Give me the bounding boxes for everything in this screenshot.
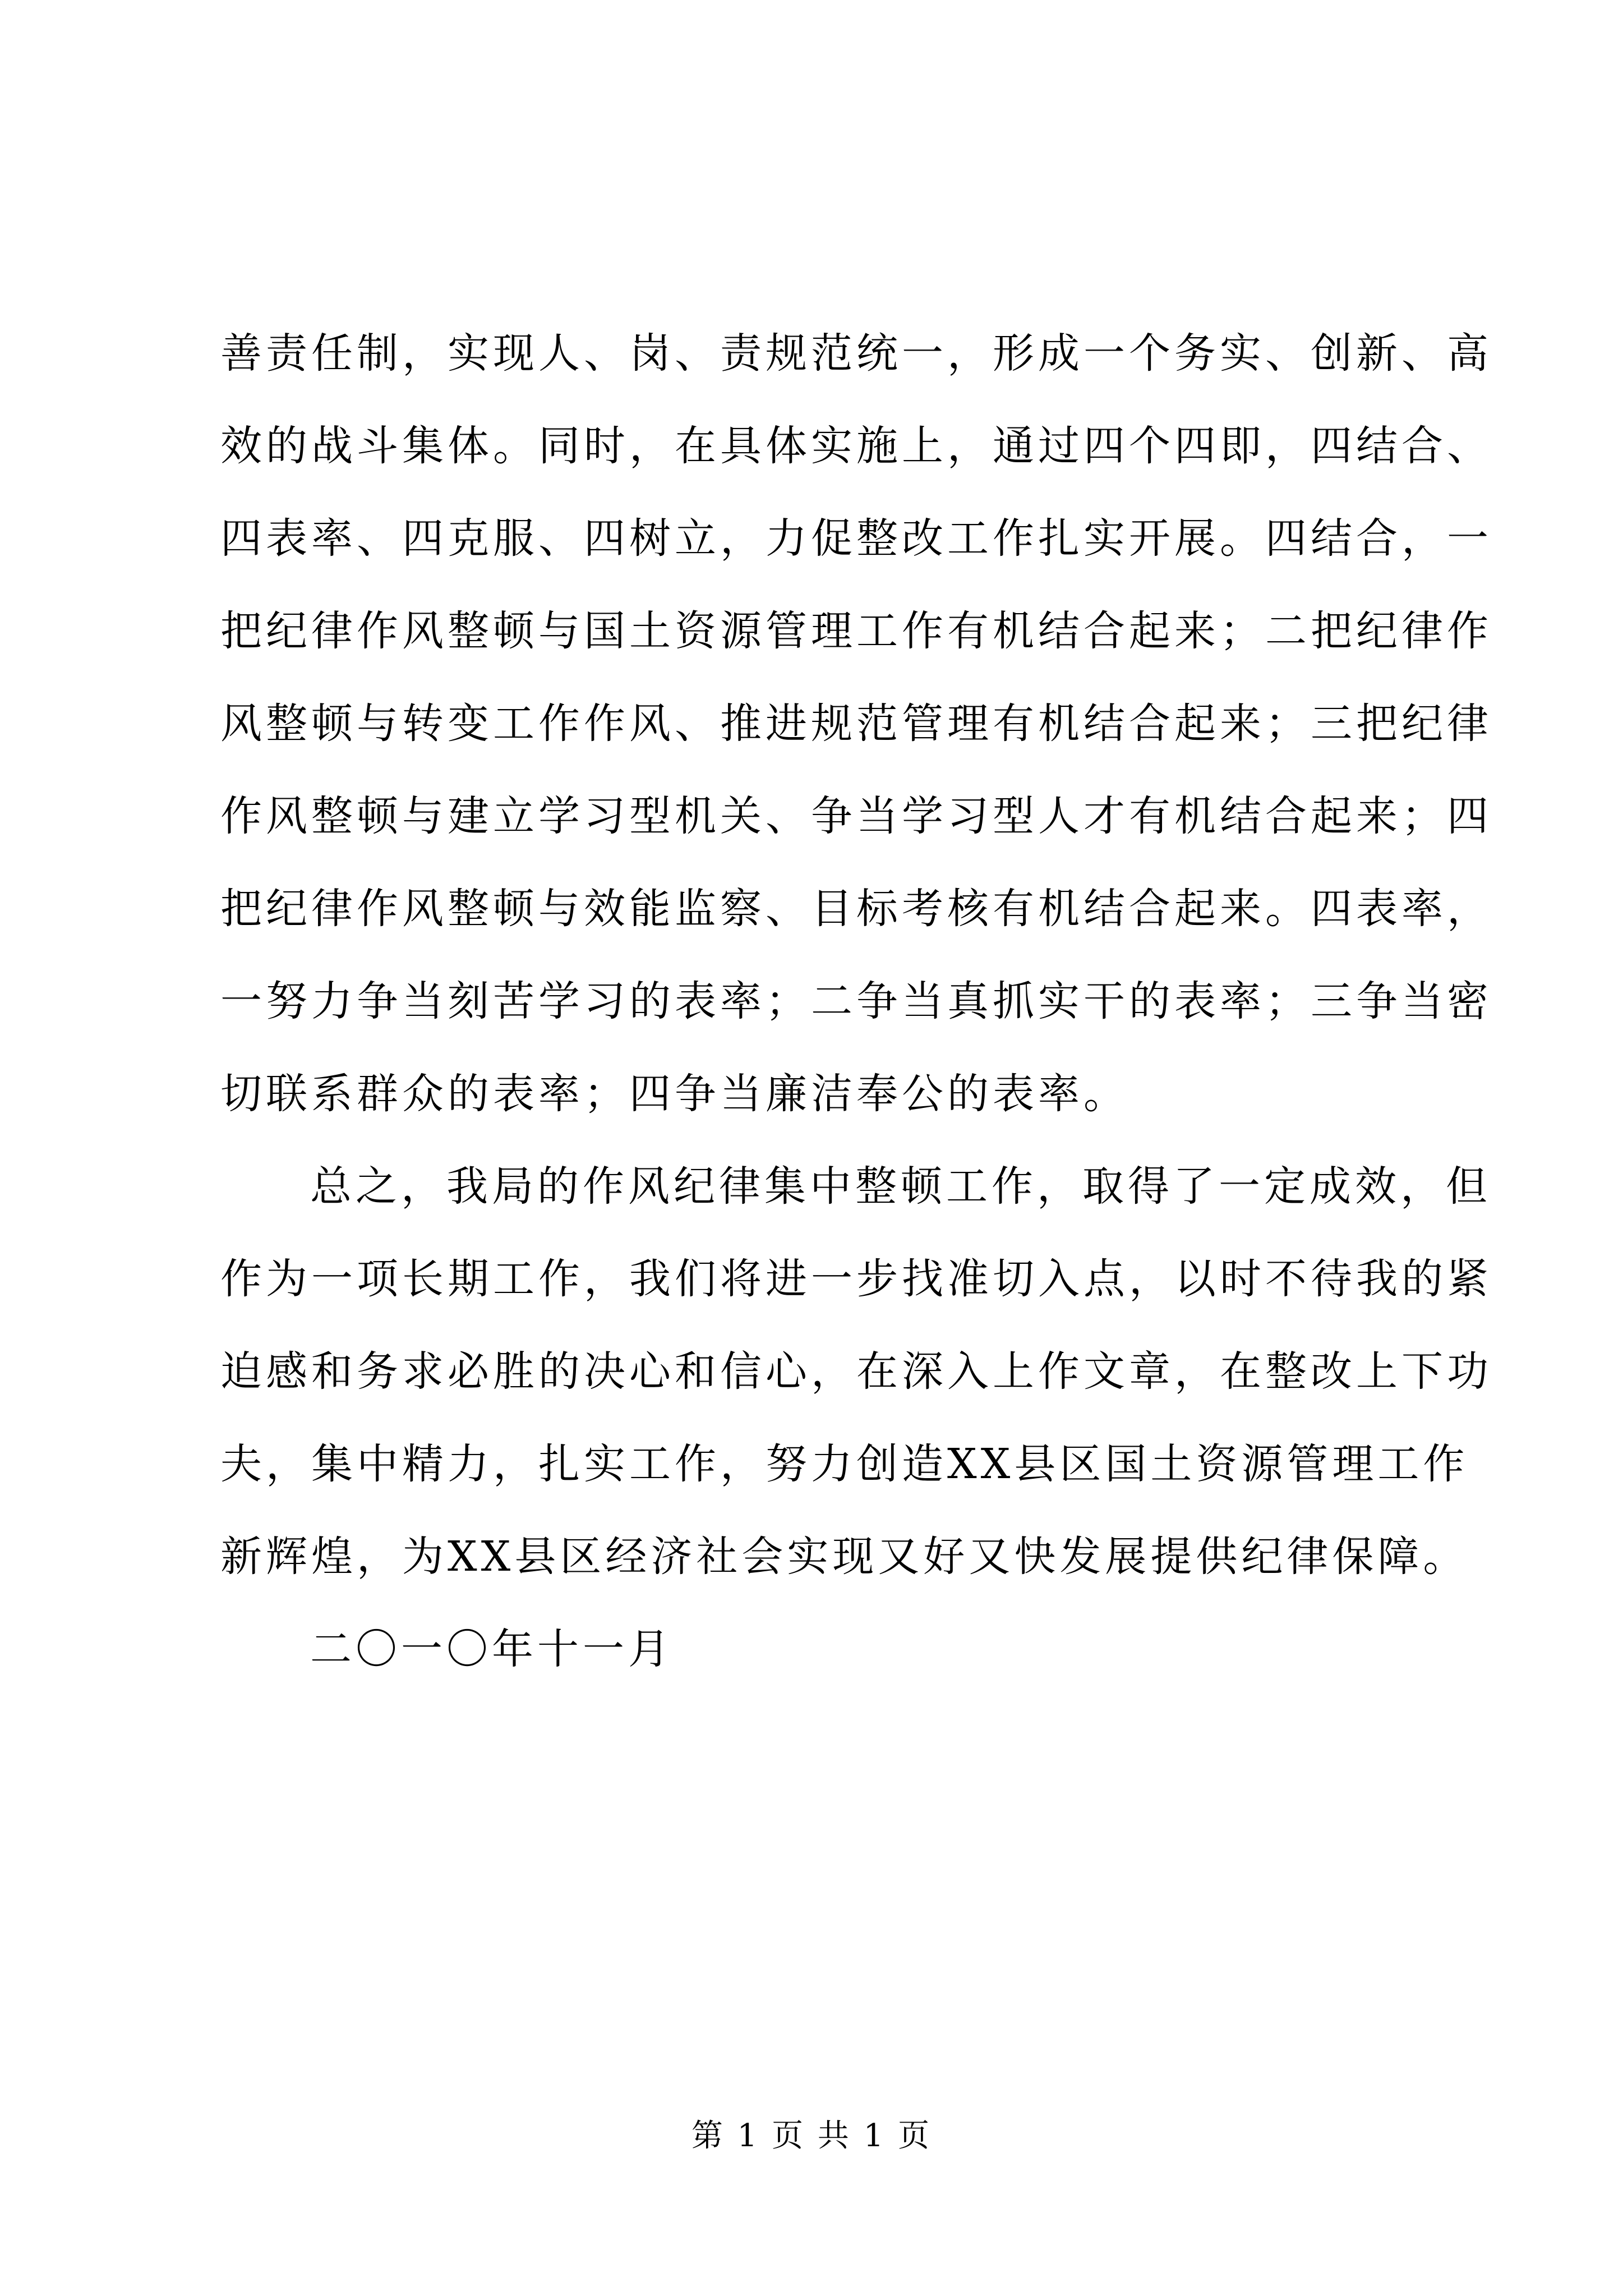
text-line: 四表率、四克服、四树立，力促整改工作扎实开展。四结合，一 [220, 514, 1492, 563]
text-line: 把纪律作风整顿与国土资源管理工作有机结合起来；二把纪律作 [220, 607, 1492, 655]
text-line: 迫感和务求必胜的决心和信心，在深入上作文章，在整改上下功 [220, 1347, 1492, 1396]
text-line: 作为一项长期工作，我们将进一步找准切入点，以时不待我的紧 [220, 1255, 1492, 1303]
paragraph-2 [220, 1140, 1492, 1603]
date-paragraph [220, 1603, 1443, 1696]
text-line: 新辉煌，为XX县区经济社会实现又好又快发展提供纪律保障。 [220, 1533, 1469, 1581]
document-date: 二〇一〇年十一月 [310, 1625, 674, 1673]
text-line: 善责任制，实现人、岗、责规范统一，形成一个务实、创新、高 [220, 329, 1492, 378]
document-body [220, 307, 1492, 1696]
text-line: 效的战斗集体。同时，在具体实施上，通过四个四即，四结合、 [220, 422, 1492, 470]
text-line: 总之，我局的作风纪律集中整顿工作，取得了一定成效，但 [310, 1162, 1491, 1211]
text-line: 一努力争当刻苦学习的表率；二争当真抓实干的表率；三争当密 [220, 977, 1492, 1025]
text-line: 风整顿与转变工作作风、推进规范管理有机结合起来；三把纪律 [220, 700, 1492, 748]
text-line: 切联系群众的表率；四争当廉洁奉公的表率。 [220, 1070, 1129, 1118]
page-footer: 第 1 页 共 1 页 [691, 2118, 932, 2154]
text-line: 作风整顿与建立学习型机关、争当学习型人才有机结合起来；四 [220, 792, 1492, 840]
paragraph-1 [220, 307, 1492, 1140]
text-line: 把纪律作风整顿与效能监察、目标考核有机结合起来。四表率， [220, 885, 1492, 933]
text-line: 夫，集中精力，扎实工作，努力创造XX县区国土资源管理工作 [220, 1440, 1469, 1488]
